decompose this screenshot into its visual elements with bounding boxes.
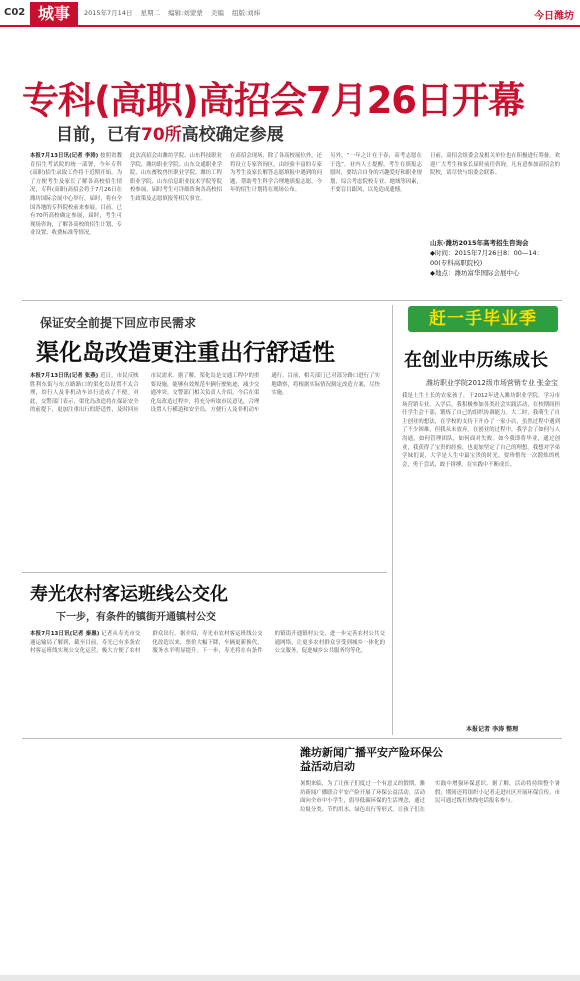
header-meta	[84, 8, 266, 17]
proof: 组版:刘炜	[231, 9, 261, 17]
lead-col-2: 此次高招会由潍坊学院、山东科技职业学院、潍坊职业学院、山东交通职业学院、山东畜牧兽医职业学院、潍坊工程职业学院、山东信息职业技术学院等院校参展，届时考生可详细咨询各高校招生政策及志愿填报等相关事宜。	[130, 153, 222, 202]
story3-kicker: 下一步，有条件的镇街开通镇村公交	[56, 612, 216, 623]
story3-headline: 寿光农村客运班线公交化	[30, 584, 228, 605]
page-header	[0, 0, 580, 26]
header-rule	[0, 25, 580, 27]
issue-weekday: 星期二	[140, 9, 161, 17]
subhead-number: 70所	[141, 125, 182, 145]
issue-date: 2015年7月14日	[84, 9, 133, 17]
section-label: 城事	[30, 2, 78, 26]
story4-body: 暑期来临，为了让孩子们度过一个有意义的假期，潍坊新闻广播联合平安产险开展了环保公益活动。活动面向全市中小学生，倡导低碳环保的生活理念，通过垃圾分类、节约用水、绿色出行等形式，让孩子们在实践中增强环保意识。据了解，活动将持续整个暑假，期间还将组织小记者走进社区开展环保宣传，市民可通过拨打热线电话报名参与。	[300, 781, 560, 813]
ad-space	[22, 746, 288, 968]
story2-kicker: 保证安全前提下回应市民需求	[40, 316, 197, 330]
brand-logo: 今日潍坊	[534, 11, 574, 22]
divider	[22, 572, 387, 573]
page-number: C02	[4, 7, 26, 18]
lead-col-1: 本报7月13日讯(记者 李涛) 按照省教育招生考试院的统一部署，今年专科(高职)招生录取工作将于近期开始。为了方便考生及家长了解各高校招生情况，专科(高职)高招会将于7月26日在潍坊国际会展中心举行。届时，将有全国各地的专科院校前来参展。目前，已有70所高校确定参展，届时，考生可现场咨询，了解各高校的招生计划、专业设置、收费标准等情况。	[30, 153, 122, 237]
column-divider	[392, 305, 393, 735]
story4-headline: 潍坊新闻广播平安产险环保公益活动启动	[300, 746, 443, 773]
editor: 编辑:刘蒙蒙	[168, 9, 203, 17]
lead-subhead: 目前，已有70所高校确定参展	[56, 125, 284, 145]
info-title: 山东·潍坊2015年高考招生咨询会	[430, 239, 529, 247]
column-credit: 本报记者 李涛 整理	[466, 726, 519, 733]
designer: 美编	[210, 9, 224, 17]
lead-col-4: 另外，“一年之计在于春，高考志愿在于选”。业内人士提醒，考生在填报志愿时，要结合自身的兴趣爱好和职业规划，综合考虑院校专业、地域等因素，不要盲目跟风，以免造成遗憾。	[330, 153, 422, 194]
story3-body: 本报7月13日讯(记者 秦惠) 记者从寿光市交通运输局了解到，截至目前，寿光已有多条农村客运班线实现公交化运营，极大方便了农村群众出行。据介绍，寿光市农村客运班线公交化改造以来，票价大幅下降，车辆更新换代，服务水平明显提升。下一步，寿光将在有条件的镇街开通镇村公交，进一步完善农村公共交通网络，让更多农村群众享受到城乡一体化的公交服务，促进城乡公共服务均等化。	[30, 631, 385, 655]
column-headline: 在创业中历练成长	[404, 350, 548, 371]
info-place: ◆地点：潍坊富华国际会展中心	[430, 269, 520, 277]
column-body: 我是土生土长的农家孩子，于2012年进入潍坊职业学院，学习市场营销专业。入学后，我积极参加各类社会实践活动，在校期间担任学生会干部，锻炼了自己的组织协调能力。大二时，我萌生了自主创业的想法，在学校的支持下开办了一家小店，虽然过程中遇到了不少困难，但我从未放弃。在创业的过程中，我学会了如何与人沟通，如何管理团队，如何面对失败。如今我即将毕业，通过创业，我获得了宝贵的经验，也更加坚定了自己的理想。我想对学弟学妹们说，大学是人生中最宝贵的时光，要珍惜每一次锻炼的机会，勇于尝试，敢于拼搏，在实践中不断成长。	[402, 393, 560, 468]
info-box	[430, 238, 560, 293]
divider	[22, 738, 562, 739]
story2-body: 本报7月13日讯(记者 张燕) 近日，市民反映胜利东街与东方路路口的渠化岛设置不太合理，给行人及非机动车出行造成了不便。对此，交警部门表示，渠化岛改造将在保证安全的前提下，更加注重出行的舒适性，及时回应市民需求。据了解，渠化岛是交通工程中的重要设施，能够有效规范车辆行驶轨迹，减少交通冲突。交警部门相关负责人介绍，今后在渠化岛改造过程中，将充分听取市民意见，合理设置人行横道和安全岛，方便行人及非机动车通行。目前，相关部门已对部分路口进行了实地勘察，将根据实际情况制定改造方案，尽快实施。	[30, 373, 380, 414]
column-logo: 赶一手毕业季	[408, 306, 558, 332]
story2-headline: 渠化岛改造更注重出行舒适性	[36, 340, 335, 366]
lead-headline: 专科(高职)高招会7月26日开幕	[22, 79, 525, 122]
footer-bar	[0, 975, 580, 981]
info-time: ◆时间：2015年7月26日8：00—14：00(专科高职院校)	[430, 249, 544, 267]
lead-col-3: 在高招会现场，除了各高校展位外，还将设立专家咨询区，由经验丰富的专家为考生及家长解答志愿填报中遇到的问题，帮助考生科学合理地填报志愿，今年的招生计划将在现场公布。	[230, 153, 322, 194]
column-byline: 潍坊职业学院2012级市场营销专业 张金宝	[426, 379, 559, 387]
divider	[22, 300, 562, 301]
lead-col-5: 日前，高招会组委会及相关单位也在积极进行筹备，欢迎广大考生和家长届时前往咨询。凡有意参加高招会的院校，请尽快与组委会联系。	[430, 153, 560, 177]
